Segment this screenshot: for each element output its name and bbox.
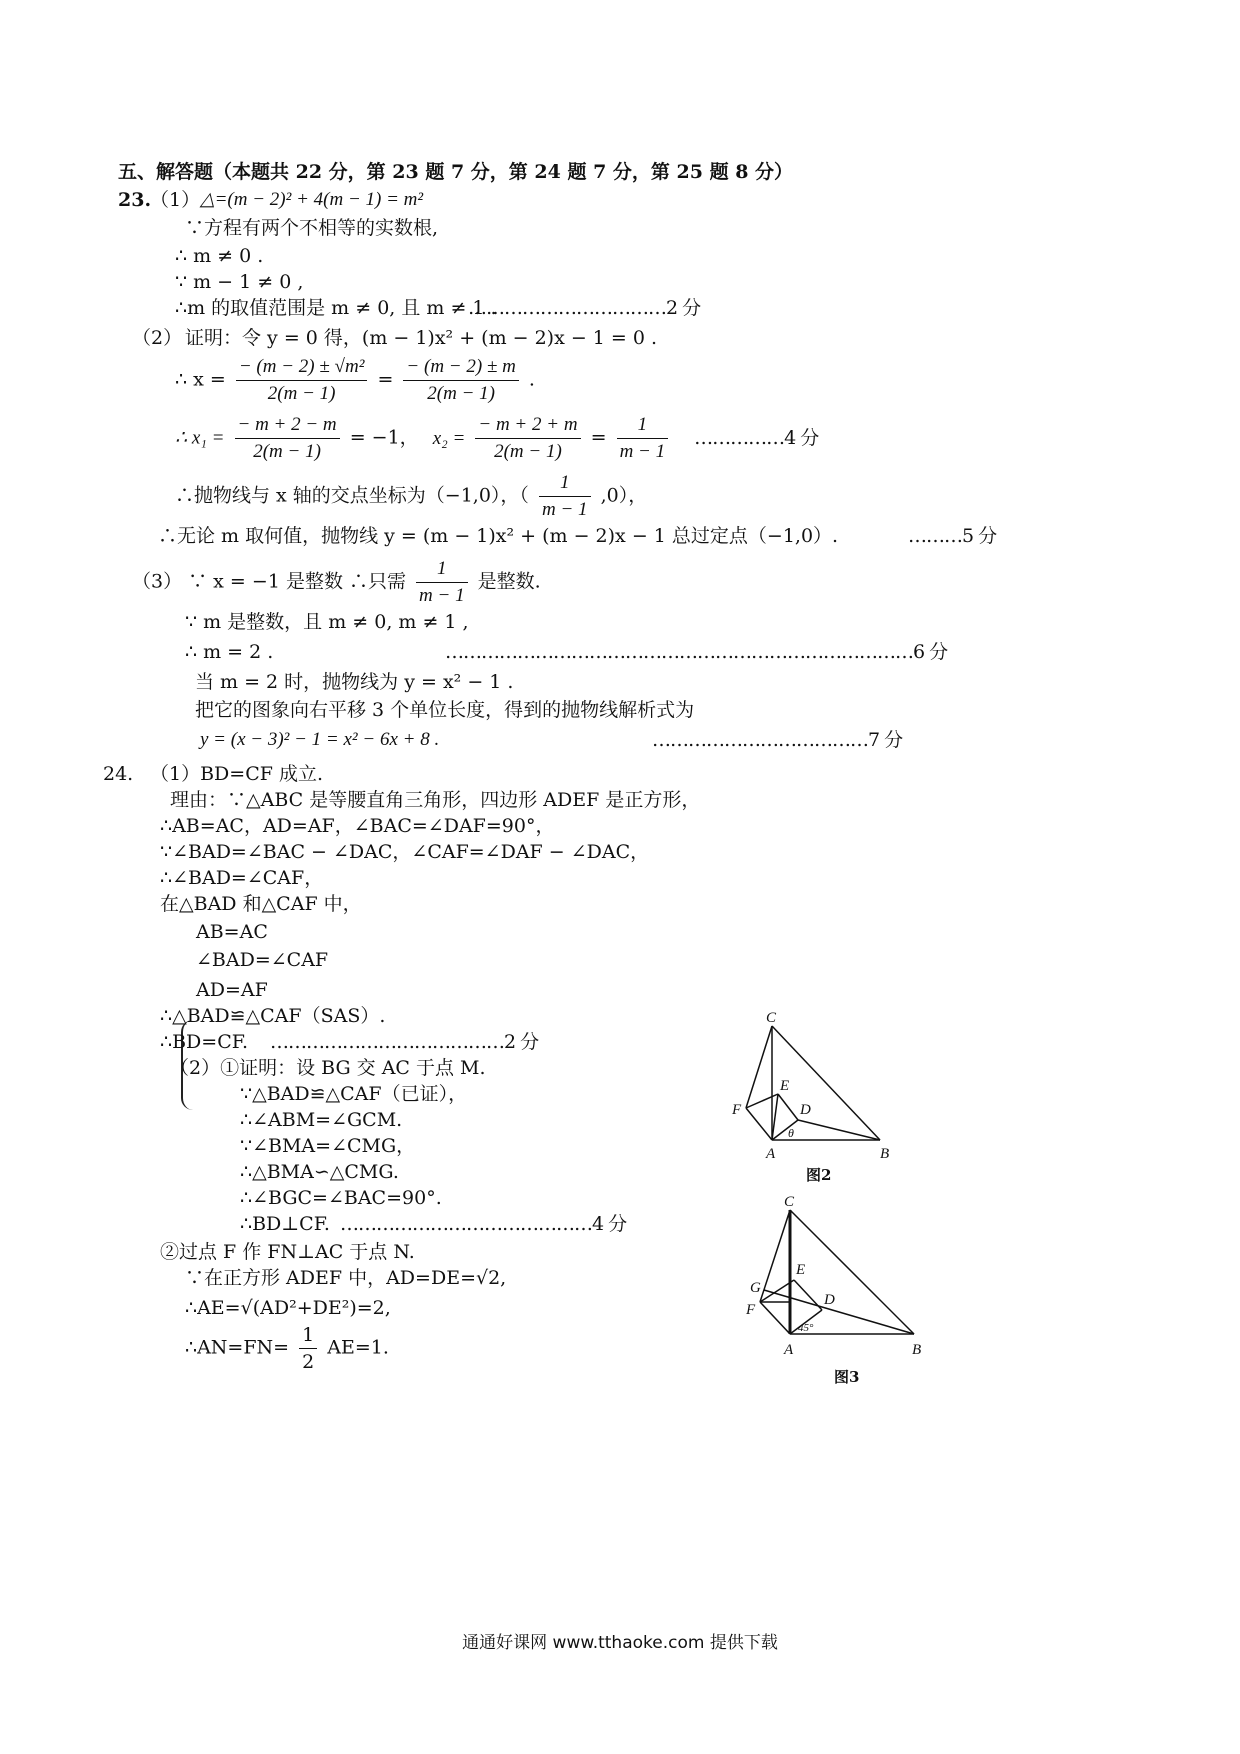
fig3-label-a: A — [784, 1342, 794, 1358]
fig2-edge-cf — [746, 1026, 772, 1108]
q24-p2-line4: ∴△BMA∽△CMG. — [240, 1161, 399, 1183]
figure-3-caption: 图3 — [834, 1368, 860, 1386]
q23-x-solution — [175, 354, 535, 407]
section-title: 五、解答题（本题共 22 分，第 23 题 7 分，第 24 题 7 分，第 25 题 8 分） — [118, 161, 794, 183]
q24-p2-case2-line3 — [185, 1322, 389, 1375]
intersection-text-end: ,0）， — [600, 484, 648, 507]
q24-p2-score: ……………………………………4 分 — [340, 1213, 627, 1235]
equals-sign: = — [590, 426, 607, 449]
q23-p1-line3: ∵ m − 1 ≠ 0 , — [175, 271, 304, 293]
q23-p1-line1: ∵方程有两个不相等的实数根, — [185, 217, 439, 239]
q24-p1-score: …………………………………2 分 — [270, 1031, 539, 1053]
fig2-label-a: A — [766, 1146, 776, 1162]
q23-delta: △=(m − 2)² + 4(m − 1) = m² — [200, 189, 424, 210]
fig3-label-c: C — [784, 1194, 795, 1210]
q23-p3-line6: y = (x − 3)² − 1 = x² − 6x + 8 . — [200, 729, 440, 750]
q24-p1-line4: ∴∠BAD=∠CAF， — [160, 867, 324, 889]
q23-intersection — [175, 470, 647, 523]
q24-p1-line7: ∴BD=CF. — [160, 1031, 249, 1053]
q24-number: 24. — [103, 763, 134, 785]
q23-p3-score1: ……………………………………………………………………6 分 — [445, 641, 948, 663]
fig2-label-b: B — [880, 1146, 890, 1162]
q24-p2-case2-line2: ∴AE=√(AD²+DE²)=2, — [185, 1297, 391, 1319]
q23-p3-line3: ∴ m = 2 . — [185, 641, 274, 663]
q23-p3-line5: 把它的图象向右平移 3 个单位长度，得到的抛物线解析式为 — [195, 699, 695, 721]
q24-p2-case2: ②过点 F 作 FN⊥AC 于点 N. — [160, 1241, 415, 1263]
fig3-edge-cf — [760, 1210, 790, 1302]
fig2-label-f: F — [732, 1102, 742, 1118]
fig2-edge-ad — [772, 1120, 798, 1140]
q24-p1-line1: 理由：∵△ABC 是等腰直角三角形，四边形 ADEF 是正方形， — [170, 789, 701, 811]
q23-p2-line1: 证明：令 y = 0 得，(m − 1)x² + (m − 2)x − 1 = 0 . — [185, 327, 658, 349]
q23-roots — [175, 412, 818, 465]
fig2-label-d: D — [800, 1102, 811, 1118]
fig3-label-e: E — [796, 1262, 806, 1278]
figure-3 — [740, 1192, 930, 1372]
q24-p2-line6: ∴BD⊥CF. — [240, 1213, 330, 1235]
x1-value: = −1， — [349, 426, 419, 449]
x2-fraction-simplified: $\frac{1}{m - 1}$ — [617, 412, 669, 465]
fig2-edge-bd — [798, 1120, 880, 1140]
q23-p3-fraction: $\frac{1}{m - 1}$ — [416, 556, 468, 609]
q24-p1-line3: ∵∠BAD=∠BAC − ∠DAC，∠CAF=∠DAF − ∠DAC， — [160, 841, 650, 863]
q24-p1-line2: ∴AB=AC，AD=AF，∠BAC=∠DAF=90°， — [160, 815, 555, 837]
q23-x-fraction2: $\frac{- (m - 2) \pm m}{2(m - 1)}$ — [403, 354, 518, 407]
end-dot: . — [528, 368, 535, 391]
q24-brace-line1: AB=AC — [196, 921, 268, 943]
q24-p2-line3: ∵∠BMA=∠CMG， — [240, 1135, 416, 1157]
q23-p3-score2: ………………………………7 分 — [652, 729, 903, 751]
x1-prefix: ∴ x₁ = — [175, 427, 225, 449]
fig3-label-g: G — [750, 1280, 761, 1296]
q23-p1-line4: ∴m 的取值范围是 m ≠ 0, 且 m ≠ 1 . — [175, 297, 497, 319]
fig2-label-c: C — [766, 1010, 777, 1026]
q24-p2-line2: ∴∠ABM=∠GCM. — [240, 1109, 403, 1131]
q23-x-fraction1: $\frac{\text{− (m − 2) ± √m²}}{2(m - 1)}$ — [236, 354, 368, 407]
q23-p2-score2: ………5 分 — [908, 525, 997, 547]
fig3-label-b: B — [912, 1342, 922, 1358]
q23-p3-tag: （3） — [132, 570, 183, 593]
an-fn-text-end: AE=1. — [327, 1336, 389, 1359]
x2-prefix: x₂ = — [432, 427, 466, 449]
q23-p2-line4: ∴无论 m 取何值，抛物线 y = (m − 1)x² + (m − 2)x − 1 总过定点（−1,0）. — [158, 525, 839, 547]
fig2-label-theta: θ — [788, 1126, 794, 1140]
q24-brace-line3: AD=AF — [196, 979, 268, 1001]
fig2-edge-fa — [746, 1108, 772, 1140]
fig3-label-d: D — [824, 1292, 835, 1308]
q23-p2-tag: （2） — [132, 327, 183, 349]
q23-p3-line4: 当 m = 2 时，抛物线为 y = x² − 1 . — [195, 671, 514, 693]
x2-fraction: $\frac{- m + 2 + m}{2(m - 1)}$ — [475, 412, 580, 465]
equals-sign: = — [377, 368, 394, 391]
fig2-edge-ed — [778, 1094, 798, 1120]
q24-p2-line5: ∴∠BGC=∠BAC=90°. — [240, 1187, 442, 1209]
q24-p2-case2-line1: ∵在正方形 ADEF 中，AD=DE=√2, — [185, 1267, 507, 1289]
figure-2-caption: 图2 — [806, 1166, 832, 1184]
q23-p1-score: ……………………………2 分 — [468, 297, 701, 319]
intersection-text: ∴抛物线与 x 轴的交点坐标为（−1,0），（ — [175, 484, 529, 507]
q24-p1-line6: ∴△BAD≌△CAF（SAS）. — [160, 1005, 386, 1027]
x1-fraction: $\frac{- m + 2 - m}{2(m - 1)}$ — [235, 412, 340, 465]
q23-p2-score1: ……………4 分 — [694, 426, 819, 449]
fig3-edge-fa — [760, 1302, 790, 1334]
q24-p1-tag: （1）BD=CF 成立. — [150, 763, 324, 785]
q24-brace-line2: ∠BAD=∠CAF — [196, 949, 329, 971]
q23-p3-line2: ∵ m 是整数，且 m ≠ 0, m ≠ 1 , — [185, 611, 469, 633]
footer: 通通好课网 www.tthaoke.com 提供下载 — [462, 1633, 778, 1653]
q23-p3-line1 — [132, 556, 541, 609]
figure-2 — [730, 1008, 910, 1178]
q24-p2-line1: ∵△BAD≌△CAF（已证）， — [240, 1083, 468, 1105]
q23-p1-line2: ∴ m ≠ 0 . — [175, 245, 264, 267]
half-fraction: $\frac{1}{2}$ — [299, 1322, 317, 1375]
q23-p3-text-end: 是整数. — [477, 570, 541, 593]
fig3-label-f: F — [746, 1302, 756, 1318]
q23-p3-text: ∵ x = −1 是整数 ∴只需 — [188, 570, 406, 593]
q23-p1-tag: （1） — [150, 189, 201, 211]
fig2-edge-fe — [746, 1094, 778, 1108]
fig2-label-e: E — [780, 1078, 790, 1094]
q23-x-prefix: ∴ x = — [175, 368, 226, 391]
q24-p2-tag: （2）①证明：设 BG 交 AC 于点 M. — [170, 1057, 486, 1079]
an-fn-text: ∴AN=FN= — [185, 1336, 290, 1359]
fig3-label-angle: 45° — [798, 1322, 814, 1334]
q24-p1-line5: 在△BAD 和△CAF 中， — [160, 893, 362, 915]
intersection-fraction: $\frac{1}{m - 1}$ — [539, 470, 591, 523]
fig2-edge-ea — [772, 1094, 778, 1140]
q23-number: 23. — [118, 189, 152, 211]
